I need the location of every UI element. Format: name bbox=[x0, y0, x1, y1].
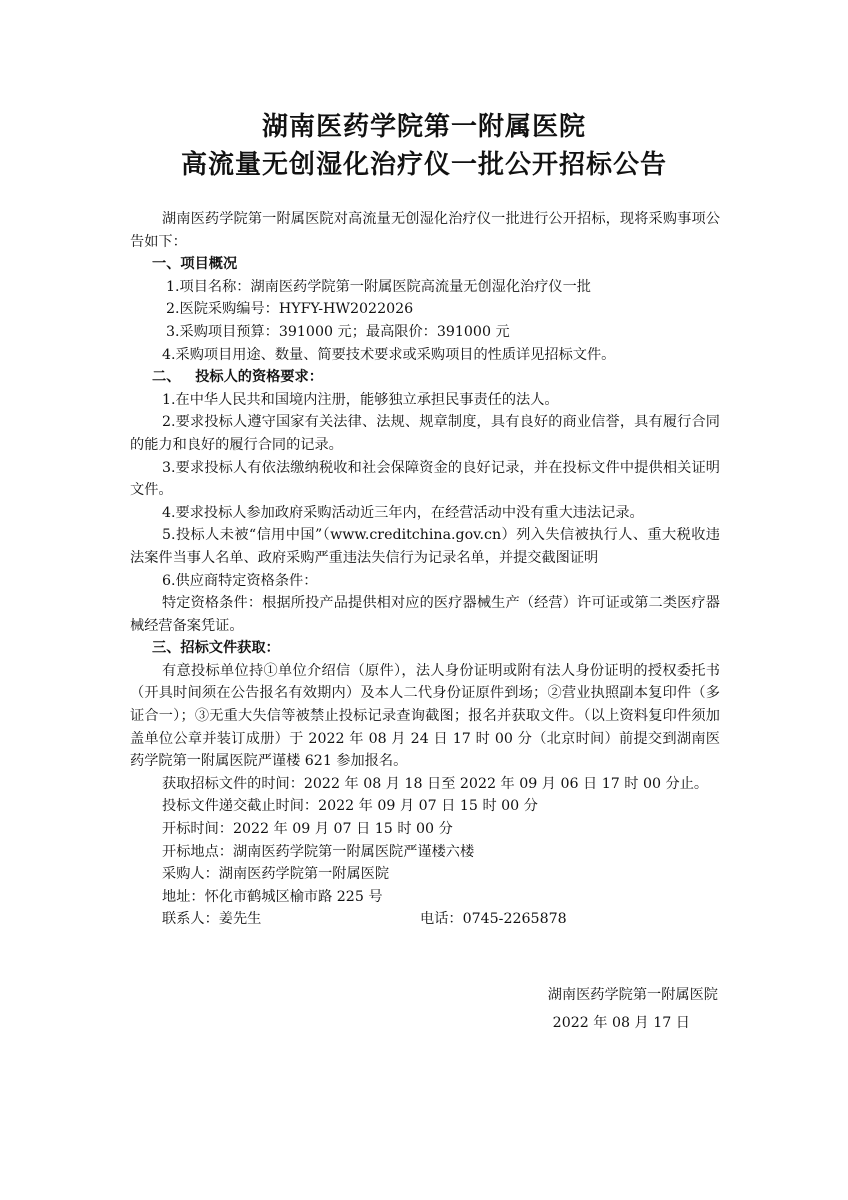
section1-heading: 一、项目概况 bbox=[152, 256, 238, 273]
contact-phone: 电话：0745-2265878 bbox=[420, 911, 567, 928]
qualification-item: 1.在中华人民共和国境内注册，能够独立承担民事责任的法人。 bbox=[162, 391, 559, 408]
qualification-item: 2.要求投标人遵守国家有关法律、法规、规章制度，具有良好的商业信誉，具有履行合同的能力和良好的履行合同的记录。 bbox=[130, 414, 720, 453]
qualification-item: 6.供应商特定资格条件： bbox=[162, 572, 318, 589]
registration-paragraph: 有意投标单位持①单位介绍信（原件），法人身份证明或附有法人身份证明的授权委托书（开具时间须在公告报名有效期内）及本人二代身份证原件到场；②营业执照副本复印件（多证合一）；③无重大失信等被禁止投标记录查询截图；报名并获取文件。（以上资料复印件须加盖单位公章并装订成册）于 2022 年 08 月 24 日 17 时 00 分（北京时间）前提交到湖南医药学院第一附属医院严谨楼 621 参加报名。 bbox=[130, 662, 720, 770]
signature-date: 2022 年 08 月 17 日 bbox=[552, 1015, 690, 1031]
bid-open-time: 开标时间：2022 年 09 月 07 日 15 时 00 分 bbox=[162, 821, 453, 838]
announcement-body bbox=[130, 208, 720, 931]
project-item: 1.项目名称：湖南医药学院第一附属医院高流量无创湿化治疗仪一批 bbox=[166, 278, 591, 295]
bid-open-place: 开标地点：湖南医药学院第一附属医院严谨楼六楼 bbox=[162, 843, 475, 860]
address: 地址：怀化市鹤城区榆市路 225 号 bbox=[162, 888, 383, 905]
section3-heading: 三、招标文件获取： bbox=[152, 640, 280, 657]
project-item: 4.采购项目用途、数量、简要技术要求或采购项目的性质详见招标文件。 bbox=[162, 346, 616, 363]
intro-paragraph: 湖南医药学院第一附属医院对高流量无创湿化治疗仪一批进行公开招标，现将采购事项公告如下： bbox=[130, 211, 720, 250]
qualification-item: 特定资格条件：根据所投产品提供相对应的医疗器械生产（经营）许可证或第二类医疗器械经营备案凭证。 bbox=[130, 595, 720, 634]
document-title-line1: 湖南医药学院第一附属医院 bbox=[261, 112, 586, 142]
project-item: 3.采购项目预算：391000 元；最高限价：391000 元 bbox=[166, 323, 510, 340]
qualification-item: 3.要求投标人有依法缴纳税收和社会保障资金的良好记录，并在投标文件中提供相关证明文件。 bbox=[130, 459, 720, 499]
qualification-item: 4.要求投标人参加政府采购活动近三年内，在经营活动中没有重大违法记录。 bbox=[162, 504, 644, 521]
document-title-line2: 高流量无创湿化治疗仪一批公开招标公告 bbox=[180, 150, 667, 180]
document-obtain-time: 获取招标文件的时间：2022 年 08 月 18 日至 2022 年 09 月 06 日 17 时 00 分止。 bbox=[162, 775, 709, 792]
contact-row bbox=[130, 908, 720, 931]
contact-person: 联系人：姜先生 bbox=[162, 911, 262, 928]
section2-heading: 二、 投标人的资格要求： bbox=[152, 369, 323, 386]
purchaser: 采购人：湖南医药学院第一附属医院 bbox=[162, 866, 390, 883]
signature-organization: 湖南医药学院第一附属医院 bbox=[547, 987, 718, 1003]
qualification-item: 5.投标人未被“信用中国”（www.creditchina.gov.cn）列入失信被执行人、重大税收违法案件当事人名单、政府采购严重违法失信行为记录名单，并提交截图证明 bbox=[130, 527, 720, 566]
bid-deadline: 投标文件递交截止时间：2022 年 09 月 07 日 15 时 00 分 bbox=[162, 798, 538, 815]
project-item: 2.医院采购编号：HYFY-HW2022026 bbox=[166, 301, 414, 318]
